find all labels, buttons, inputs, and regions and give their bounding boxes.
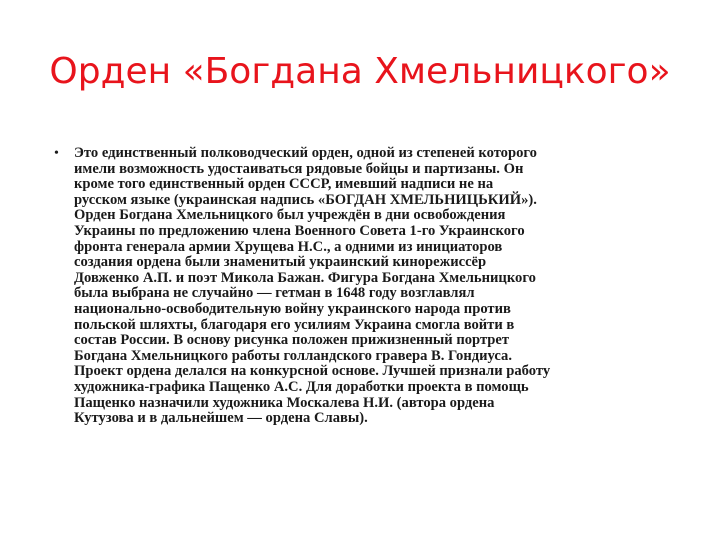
text-line: фронта генерала армии Хрущева Н.С., а одними из инициаторов xyxy=(74,238,503,255)
slide-content xyxy=(54,146,674,427)
text-line: имели возможность удостаиваться рядовые бойцы и партизаны. Он xyxy=(74,160,524,177)
text-line: Пащенко назначили художника Москалева Н.И. (автора ордена xyxy=(74,394,495,411)
text-line: русском языке (украинская надпись «БОГДАН ХМЕЛЬНИЦЬКИЙ»). xyxy=(74,191,537,208)
text-line: Украины по предложению члена Военного Совета 1-го Украинского xyxy=(74,222,525,239)
text-line: художника-графика Пащенко А.С. Для доработки проекта в помощь xyxy=(74,378,529,395)
text-line: Кутузова и в дальнейшем — ордена Славы). xyxy=(74,410,368,427)
bullet-marker: • xyxy=(54,146,59,161)
text-line: была выбрана не случайно — гетман в 1648 году возглавлял xyxy=(74,285,475,302)
text-line: Довженко А.П. и поэт Микола Бажан. Фигура Богдана Хмельницкого xyxy=(74,269,536,286)
text-line: Проект ордена делался на конкурсной основе. Лучшей признали работу xyxy=(74,363,551,380)
text-line: польской шляхты, благодаря его усилиям Украина смогла войти в xyxy=(74,316,515,333)
bullet-item xyxy=(54,146,674,427)
slide-title: Орден «Богдана Хмельницкого» xyxy=(49,51,671,92)
text-line: Орден Богдана Хмельницкого был учреждён в дни освобождения xyxy=(74,207,506,224)
text-line: создания ордена были знаменитый украинский кинорежиссёр xyxy=(74,254,487,271)
text-line: кроме того единственный орден СССР, имевший надписи не на xyxy=(74,176,494,193)
text-line: Это единственный полководческий орден, одной из степеней которого xyxy=(74,145,537,161)
text-line: национально-освободительную войну украинского народа против xyxy=(74,300,511,317)
bullet-text xyxy=(74,146,674,427)
text-line: Богдана Хмельницкого работы голландского гравера В. Гондиуса. xyxy=(74,347,512,364)
text-line: состав России. В основу рисунка положен прижизненный портрет xyxy=(74,332,510,349)
